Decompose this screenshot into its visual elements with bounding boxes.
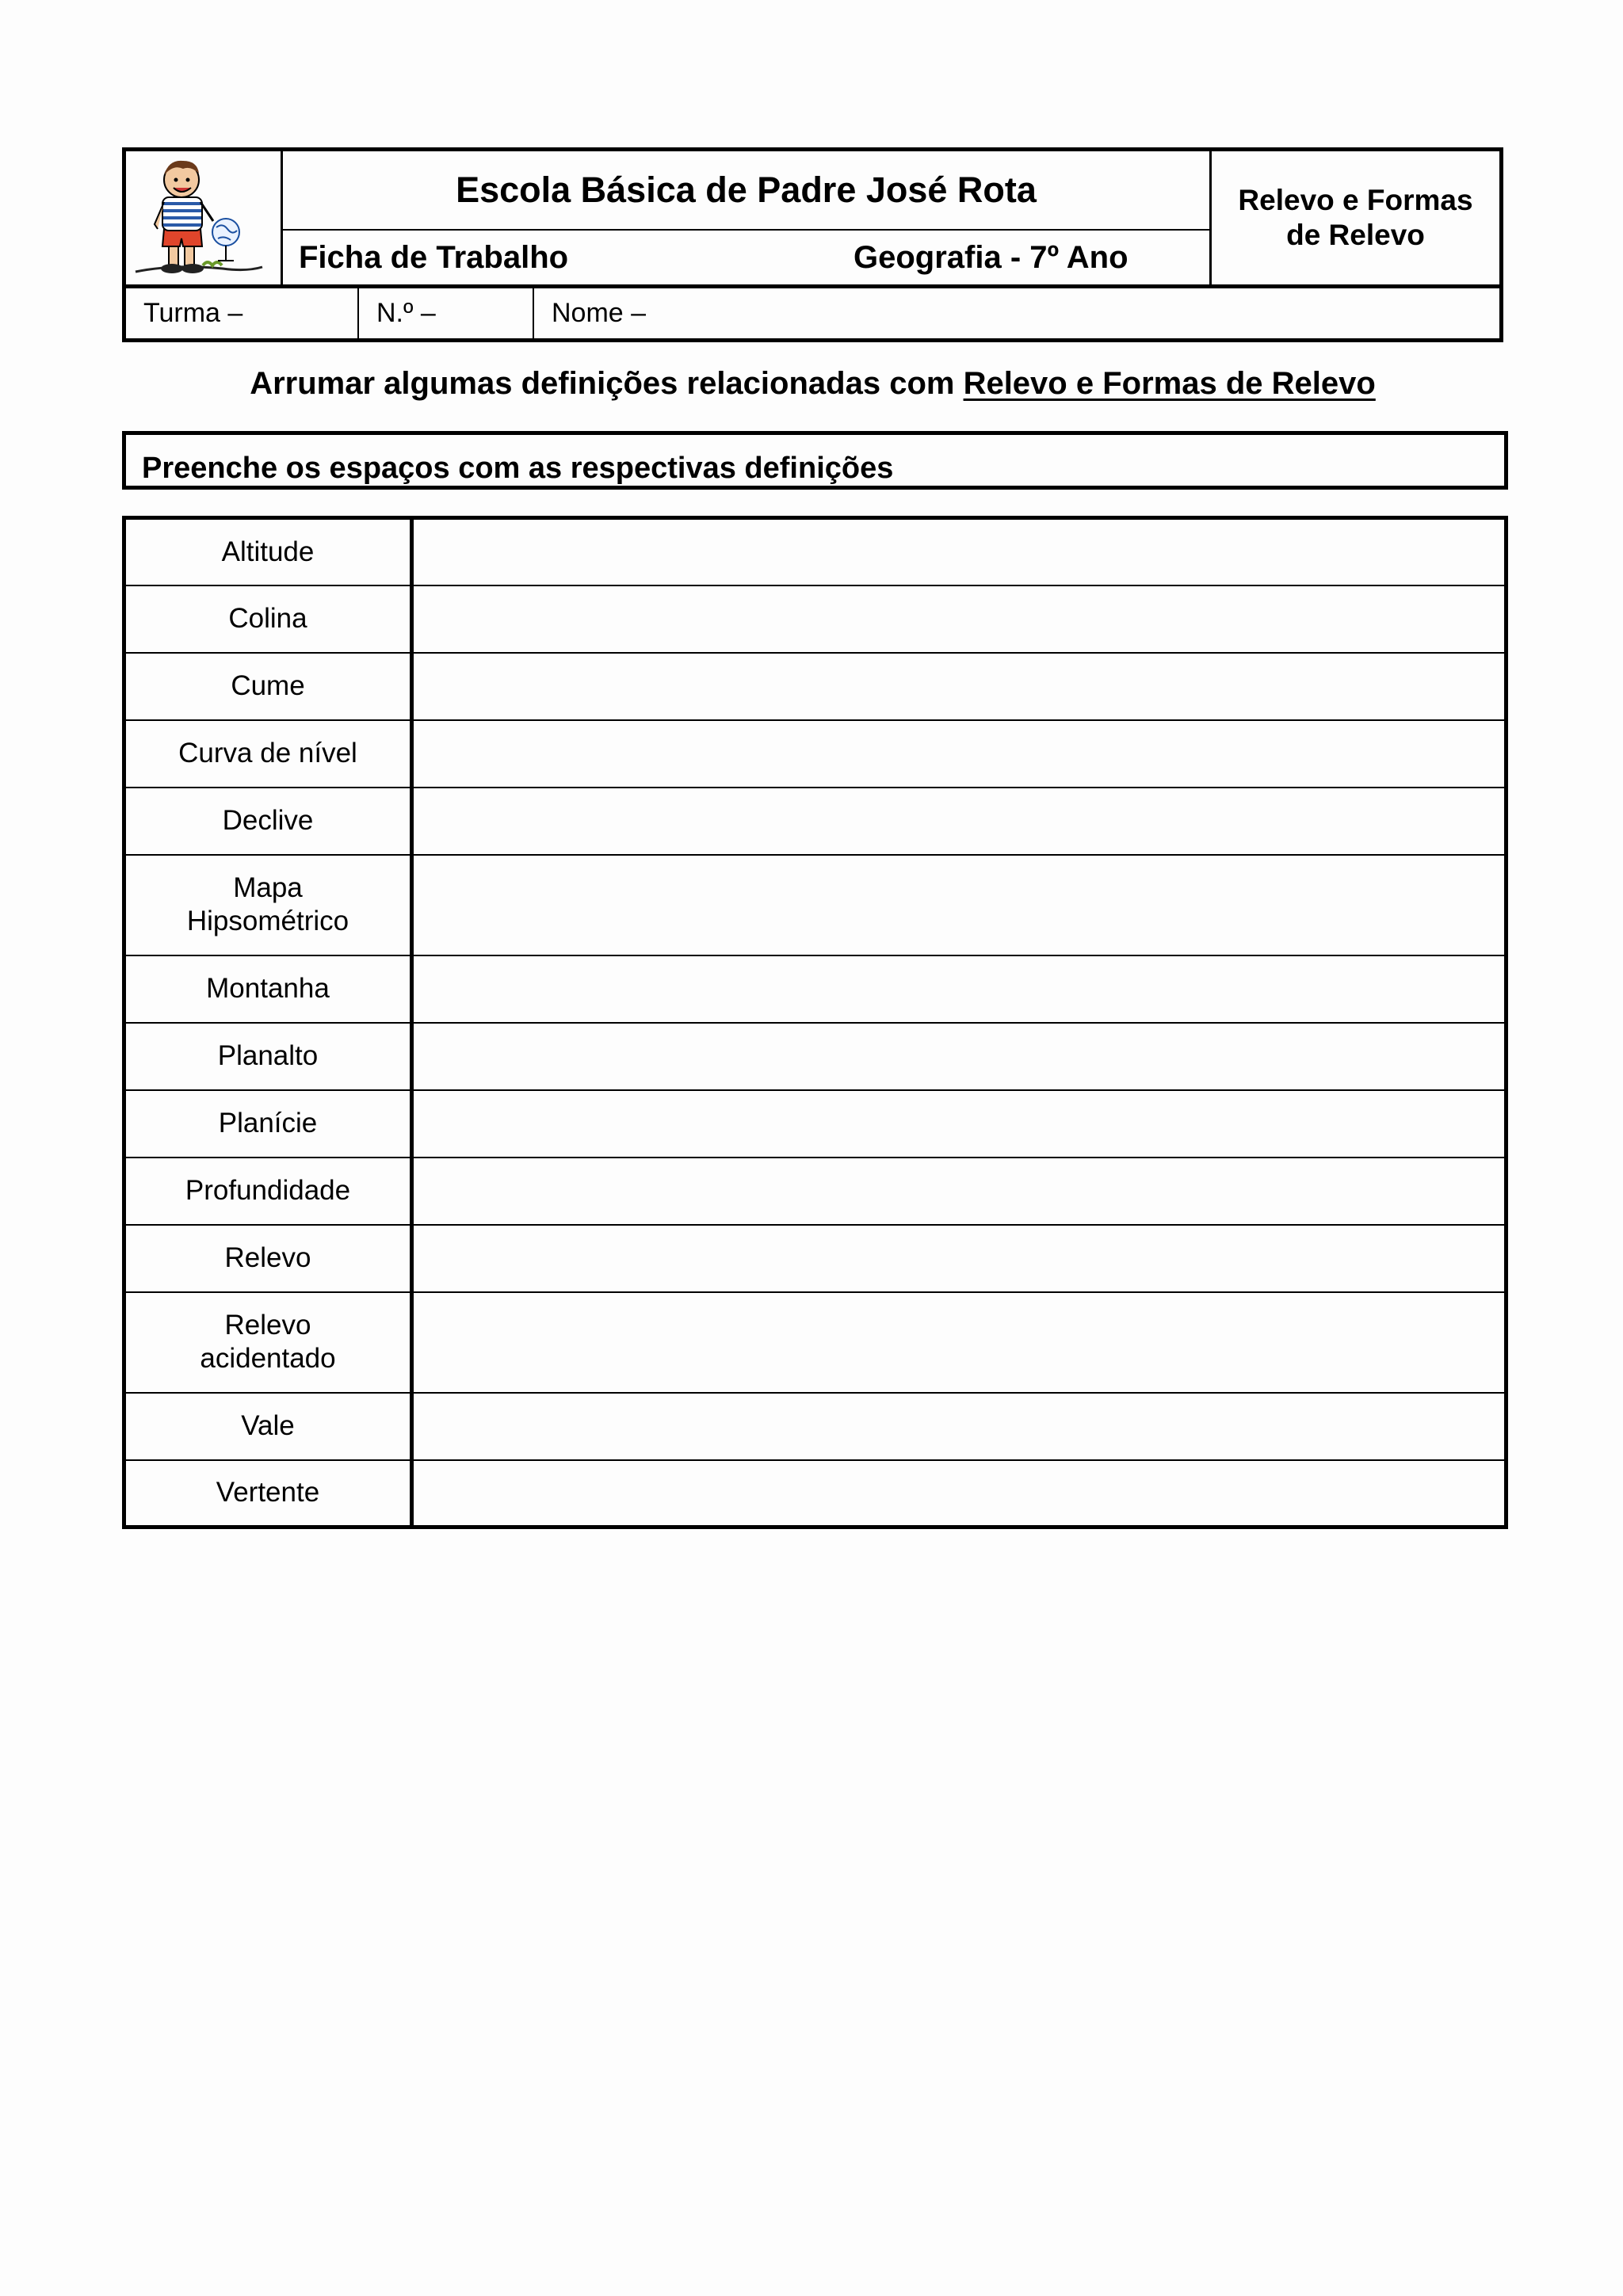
- worksheet-heading: [122, 366, 1503, 402]
- definition-cell[interactable]: [412, 1393, 1507, 1460]
- definition-cell[interactable]: [412, 585, 1507, 653]
- term-cell: Altitude: [124, 518, 412, 585]
- definition-cell[interactable]: [412, 1225, 1507, 1292]
- turma-label: Turma –: [143, 298, 243, 328]
- heading-prefix: Arrumar algumas definições relacionadas com: [250, 366, 955, 401]
- term-cell: Montanha: [124, 955, 412, 1023]
- table-row: [124, 1393, 1507, 1460]
- table-row: [124, 1225, 1507, 1292]
- term-cell: Vale: [124, 1393, 412, 1460]
- instruction-box: [122, 431, 1508, 490]
- table-row: [124, 653, 1507, 720]
- term-cell: Mapa Hipsométrico: [124, 855, 412, 955]
- numero-label: N.º –: [376, 298, 436, 328]
- table-row: [124, 1158, 1507, 1225]
- numero-field[interactable]: [359, 288, 534, 338]
- student-info-row: [122, 288, 1503, 342]
- term-cell: Relevo: [124, 1225, 412, 1292]
- term-cell: Vertente: [124, 1460, 412, 1527]
- term-cell: Curva de nível: [124, 720, 412, 788]
- definition-cell[interactable]: [412, 1292, 1507, 1393]
- term-cell: Colina: [124, 585, 412, 653]
- table-row: [124, 1090, 1507, 1158]
- table-row: [124, 1292, 1507, 1393]
- definition-cell[interactable]: [412, 1023, 1507, 1090]
- definition-cell[interactable]: [412, 1158, 1507, 1225]
- nome-label: Nome –: [552, 298, 647, 328]
- table-row: [124, 955, 1507, 1023]
- table-row: [124, 788, 1507, 855]
- table-row: [124, 720, 1507, 788]
- table-row: [124, 585, 1507, 653]
- term-cell: Planície: [124, 1090, 412, 1158]
- instruction-text: Preenche os espaços com as respectivas definições: [142, 452, 894, 485]
- definition-cell[interactable]: [412, 653, 1507, 720]
- cartoon-boy-with-globe-icon: [128, 153, 280, 288]
- definition-cell[interactable]: [412, 518, 1507, 585]
- table-row: [124, 855, 1507, 955]
- definition-cell[interactable]: [412, 955, 1507, 1023]
- definitions-table: [122, 516, 1508, 1529]
- definition-cell[interactable]: [412, 855, 1507, 955]
- definition-cell[interactable]: [412, 720, 1507, 788]
- worksheet-type: Ficha de Trabalho: [299, 240, 569, 275]
- table-row: [124, 1460, 1507, 1527]
- definition-cell[interactable]: [412, 1090, 1507, 1158]
- table-row: [124, 1023, 1507, 1090]
- term-cell: Cume: [124, 653, 412, 720]
- term-cell: Relevo acidentado: [124, 1292, 412, 1393]
- school-name: Escola Básica de Padre José Rota: [283, 151, 1209, 231]
- term-cell: Planalto: [124, 1023, 412, 1090]
- logo-cell: [126, 151, 283, 284]
- term-cell: Declive: [124, 788, 412, 855]
- heading-topic: Relevo e Formas de Relevo: [963, 366, 1376, 401]
- title-cell: [283, 151, 1212, 284]
- table-row: [124, 518, 1507, 585]
- subject-grade: Geografia - 7º Ano: [854, 240, 1128, 275]
- definition-cell[interactable]: [412, 788, 1507, 855]
- worksheet-header: [122, 147, 1503, 288]
- definition-cell[interactable]: [412, 1460, 1507, 1527]
- term-cell: Profundidade: [124, 1158, 412, 1225]
- topic-cell: [1212, 151, 1499, 284]
- nome-field[interactable]: [534, 288, 1499, 338]
- topic-title: Relevo e Formas de Relevo: [1238, 184, 1473, 251]
- turma-field[interactable]: [126, 288, 359, 338]
